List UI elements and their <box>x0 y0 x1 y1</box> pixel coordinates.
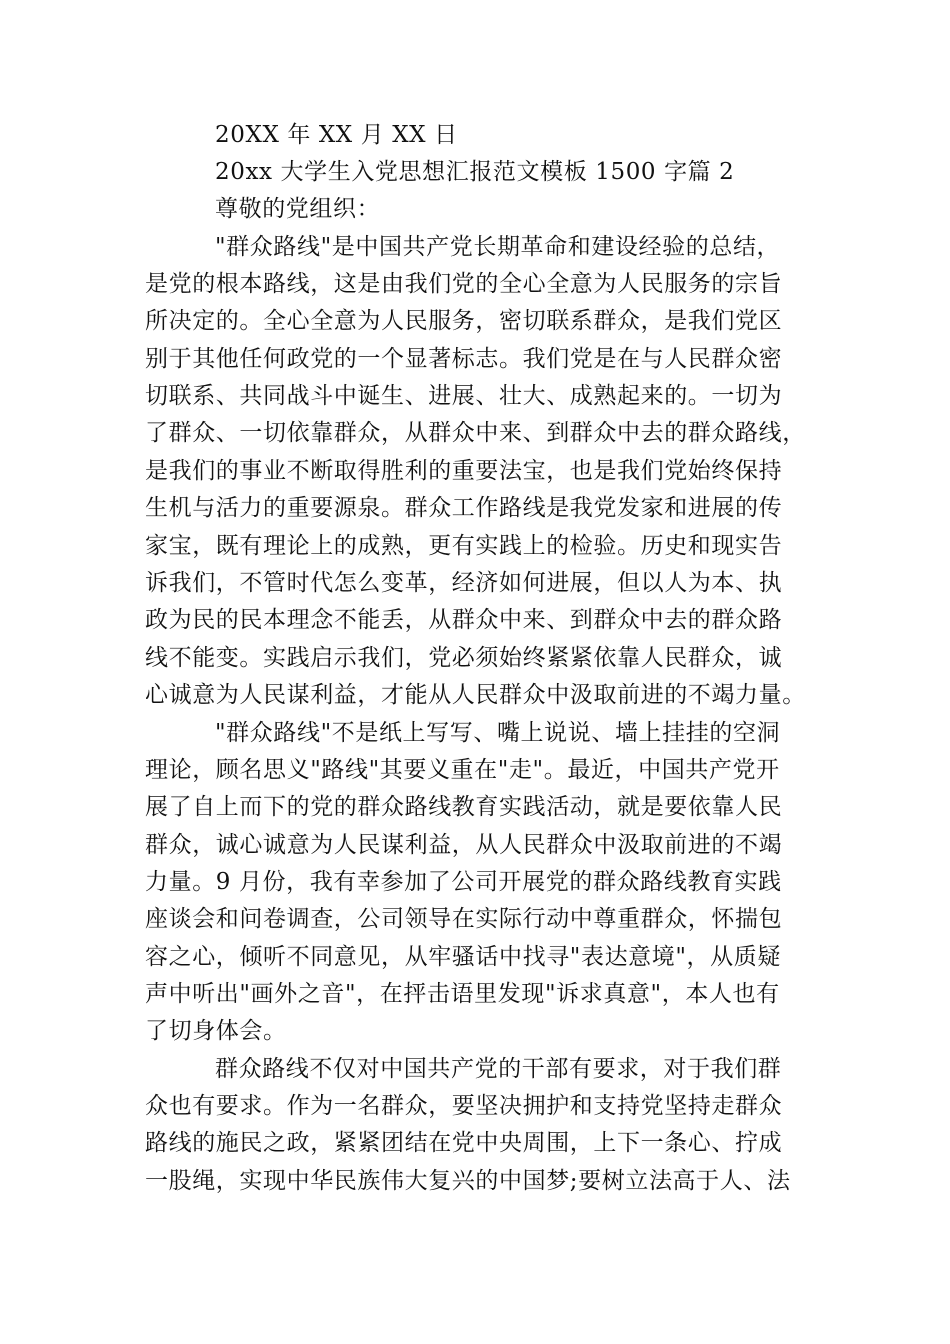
paragraph-1-line: 家宝，既有理论上的成熟，更有实践上的检验。历史和现实告 <box>145 533 783 559</box>
paragraph-3-line: 路线的施民之政，紧紧团结在党中央周围，上下一条心、拧成 <box>145 1130 783 1156</box>
paragraph-1-line: "群众路线"是中国共产党长期革命和建设经验的总结， <box>215 234 781 260</box>
document-title: 20xx 大学生入党思想汇报范文模板 1500 字篇 2 <box>215 159 735 185</box>
paragraph-1-line: 心诚意为人民谋利益，才能从人民群众中汲取前进的不竭力量。 <box>145 682 806 708</box>
paragraph-2-line: 理论，顾名思义"路线"其要义重在"走"。最近，中国共产党开 <box>145 757 780 783</box>
paragraph-3-line: 众也有要求。作为一名群众，要坚决拥护和支持党坚持走群众 <box>145 1093 783 1119</box>
paragraph-1-line: 诉我们，不管时代怎么变革，经济如何进展，但以人为本、执 <box>145 570 783 596</box>
document-date: 20XX 年 XX 月 XX 日 <box>215 122 458 148</box>
paragraph-2-line: 容之心，倾听不同意见，从牢骚话中找寻"表达意境"，从质疑 <box>145 944 781 970</box>
paragraph-3-line: 一股绳，实现中华民族伟大复兴的中国梦;要树立法高于人、法 <box>145 1168 791 1194</box>
paragraph-1-line: 是党的根本路线，这是由我们党的全心全意为人民服务的宗旨 <box>145 271 783 297</box>
paragraph-1-line: 政为民的民本理念不能丢，从群众中来、到群众中去的群众路 <box>145 607 783 633</box>
paragraph-2-line: 了切身体会。 <box>145 1018 287 1044</box>
paragraph-2-line: 力量。9 月份，我有幸参加了公司开展党的群众路线教育实践 <box>145 869 782 895</box>
paragraph-1-line: 生机与活力的重要源泉。群众工作路线是我党发家和进展的传 <box>145 495 783 521</box>
paragraph-1-line: 别于其他任何政党的一个显著标志。我们党是在与人民群众密 <box>145 346 783 372</box>
paragraph-2-line: 声中听出"画外之音"，在抨击语里发现"诉求真意"，本人也有 <box>145 981 780 1007</box>
paragraph-1-line: 线不能变。实践启示我们，党必须始终紧紧依靠人民群众，诚 <box>145 645 783 671</box>
paragraph-1-line: 是我们的事业不断取得胜利的重要法宝，也是我们党始终保持 <box>145 458 783 484</box>
paragraph-2-line: 展了自上而下的党的群众路线教育实践活动，就是要依靠人民 <box>145 794 783 820</box>
paragraph-1-line: 所决定的。全心全意为人民服务，密切联系群众，是我们党区 <box>145 308 783 334</box>
paragraph-2-line: "群众路线"不是纸上写写、嘴上说说、墙上挂挂的空洞 <box>215 720 781 746</box>
paragraph-1-line: 了群众、一切依靠群众，从群众中来、到群众中去的群众路线， <box>145 420 806 446</box>
paragraph-2-line: 群众，诚心诚意为人民谋利益，从人民群众中汲取前进的不竭 <box>145 832 783 858</box>
paragraph-1-line: 切联系、共同战斗中诞生、进展、壮大、成熟起来的。一切为 <box>145 383 783 409</box>
paragraph-2-line: 座谈会和问卷调查，公司领导在实际行动中尊重群众，怀揣包 <box>145 906 783 932</box>
salutation: 尊敬的党组织： <box>215 196 381 222</box>
paragraph-3-line: 群众路线不仅对中国共产党的干部有要求，对于我们群 <box>215 1056 782 1082</box>
